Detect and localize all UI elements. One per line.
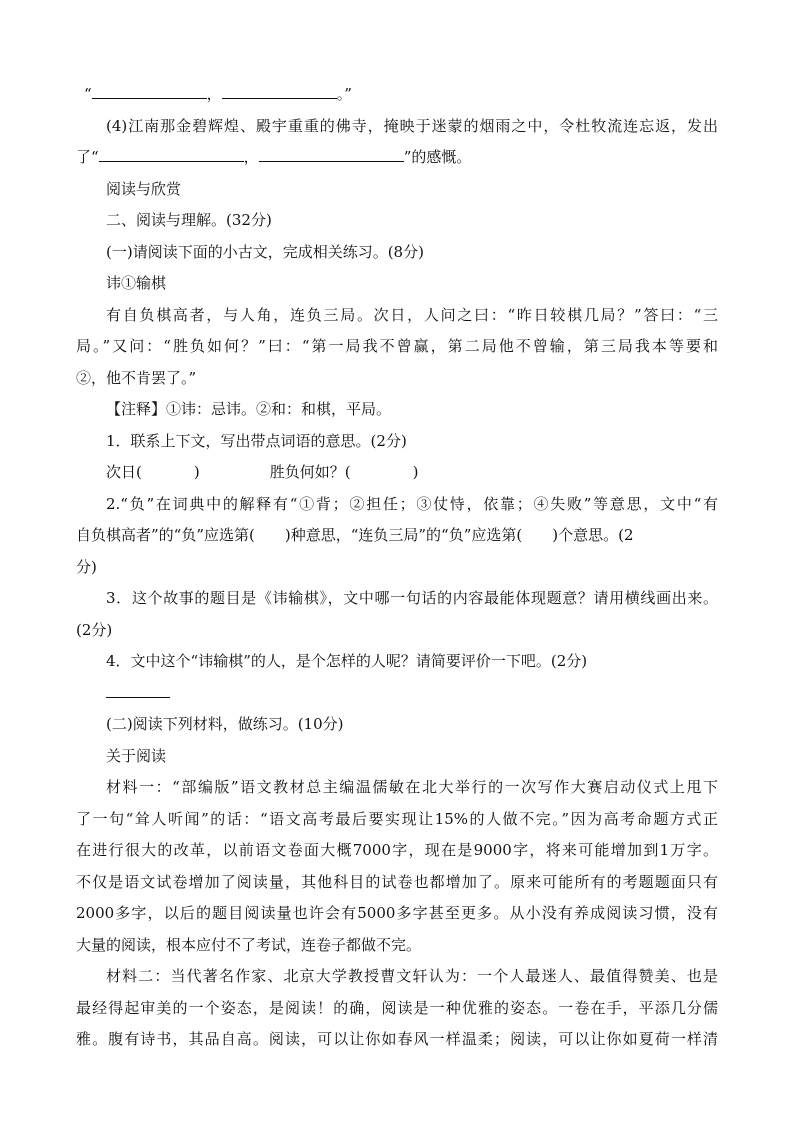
section-heading: 阅读与欣赏 <box>106 179 182 198</box>
question-2-cont: 分) <box>76 557 97 576</box>
story-line: 有自负棋高者，与人角，连负三局。次日，人问之曰：“昨日较棋几局？”答曰：“三 <box>106 305 718 324</box>
question-1-answers: 次日( ) 胜负何如？( ) <box>106 463 419 481</box>
material-2-line: 雅。腹有诗书，其品自高。阅读，可以让你如春风一样温柔；阅读，可以让你如夏荷一样清 <box>76 1030 718 1048</box>
material-1-line: 大量的阅读，根本应付不了考试，连卷子都做不完。 <box>76 935 422 954</box>
material-2-line: 材料二：当代著名作家、北京大学教授曹文轩认为：一个人最迷人、最值得赞美、也是 <box>106 967 718 985</box>
subsection-title: (一)请阅读下面的小古文，完成相关练习。(8分) <box>106 242 424 261</box>
blank[interactable] <box>99 146 244 162</box>
poem-fill-line <box>76 79 718 111</box>
blank[interactable] <box>259 146 404 162</box>
annotation: 【注释】①讳：忌讳。②和：和棋，平局。 <box>106 400 392 418</box>
material-1-line: 不仅是语文试卷增加了阅读量，其他科目的试卷也都增加了。原来可能所有的考题题面只有 <box>76 872 718 891</box>
close-quote: 。” <box>336 85 352 103</box>
story-title: 讳①输棋 <box>106 274 167 292</box>
blank[interactable] <box>222 83 337 99</box>
answer-line <box>76 678 718 710</box>
part-title: 二、阅读与理解。(32分) <box>106 211 272 229</box>
material-1-line: 2000多字，以后的题目阅读量也许会有5000多字甚至更多。从小没有养成阅读习惯，没有 <box>76 904 718 922</box>
question-4-blanks: 了“ ， ”的感慨。 <box>76 148 472 166</box>
question-4-text: (4)江南那金碧辉煌、殿宇重重的佛寺，掩映于迷蒙的烟雨之中，令杜牧流连忘返，发出 <box>106 116 718 135</box>
material-1-line: 材料一：“部编版”语文教材总主编温儒敏在北大举行的一次写作大赛启动仪式上甩下 <box>106 778 718 796</box>
question-3: 3．这个故事的题目是《讳输棋》，文中哪一句话的内容最能体现题意？请用横线画出来。 <box>106 589 718 607</box>
material-2-line: 最经得起审美的一个姿态，是阅读！的确，阅读是一种优雅的姿态。一卷在手，平添几分儒 <box>76 998 718 1017</box>
subsection-title: (二)阅读下列材料，做练习。(10分) <box>106 715 344 733</box>
question-2: 2.“负”在词典中的解释有“①背；②担任；③仗恃，依靠；④失败”等意思，文中“有 <box>106 494 718 513</box>
question-2-cont: 自负棋高者”的“负”应选第( )种意思，“连负三局”的“负”应选第( )个意思。(2 <box>76 526 634 544</box>
story-line: 局。”又问：“胜负如何？”曰：“第一局我不曾赢，第二局他不曾输，第三局我本等要和 <box>76 337 718 355</box>
open-quote: “ <box>84 85 92 103</box>
exam-page <box>76 79 718 1056</box>
question-3-cont: (2分) <box>76 620 113 639</box>
question-4b: 4．文中这个“讳输棋”的人，是个怎样的人呢？请简要评价一下吧。(2分) <box>106 652 588 670</box>
topic-title: 关于阅读 <box>106 746 167 765</box>
story-line: ②，他不肯罢了。” <box>76 368 197 387</box>
comma: ， <box>206 85 222 103</box>
material-1-line: 在进行很大的改革，以前语文卷面大概7000字，现在是9000字，将来可能增加到1万字。 <box>76 841 718 859</box>
question-1: 1．联系上下文，写出带点词语的意思。(2分) <box>106 431 407 450</box>
blank[interactable] <box>92 83 207 99</box>
blank[interactable] <box>106 682 170 698</box>
material-1-line: 了一句“耸人听闻”的话：“语文高考最后要实现让15%的人做不完。”因为高考命题方式正 <box>76 809 718 828</box>
